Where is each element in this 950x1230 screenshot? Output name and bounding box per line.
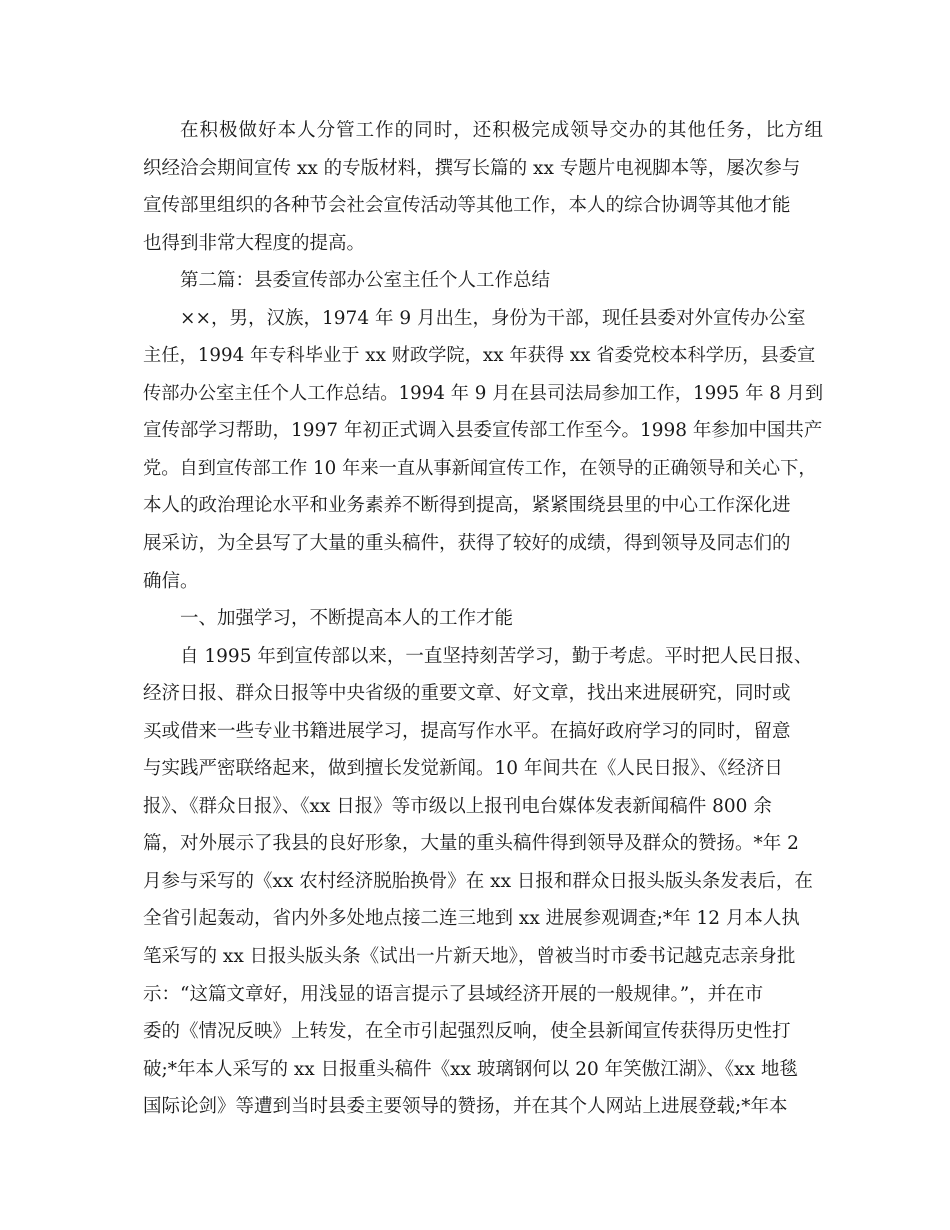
text-line: 报》、《群众日报》、《xx 日报》等市级以上报刊电台媒体发表新闻稿件 800 余: [143, 795, 772, 817]
text-line: 全省引起轰动，省内外多处地点接二连三地到 xx 进展参观调查;*年 12 月本人执: [143, 908, 800, 930]
text-line: 与实践严密联络起来，做到擅长发觉新闻。10 年间共在《人民日报》、《经济日: [143, 758, 783, 780]
text-line: 织经洽会期间宣传 xx 的专版材料，撰写长篇的 xx 专题片电视脚本等，屡次参与: [143, 157, 801, 179]
text-line: ××，男，汉族，1974 年 9 月出生，身份为干部，现任县委对外宣传办公室: [180, 307, 806, 329]
text-line: 委的《情况反映》上转发，在全市引起强烈反响，使全县新闻宣传获得历史性打: [143, 1021, 791, 1043]
text-line: 月参与采写的《xx 农村经济脱胎换骨》在 xx 日报和群众日报头版头条发表后，在: [143, 870, 813, 892]
text-line: 经济日报、群众日报等中央省级的重要文章、好文章，找出来进展研究，同时或: [143, 683, 791, 705]
text-line: 宣传部学习帮助，1997 年初正式调入县委宣传部工作至今。1998 年参加中国共产: [143, 420, 823, 442]
text-line: 国际论剑》等遭到当时县委主要领导的赞扬，并在其个人网站上进展登载;*年本: [143, 1096, 788, 1118]
document-page: [143, 112, 823, 1126]
text-line: 破;*年本人采写的 xx 日报重头稿件《xx 玻璃钢何以 20 年笑傲江湖》、《xx 地毯: [143, 1058, 798, 1080]
text-line: 展采访，为全县写了大量的重头稿件，获得了较好的成绩，得到领导及同志们的: [143, 533, 791, 555]
text-line: 宣传部里组织的各种节会社会宣传活动等其他工作，本人的综合协调等其他才能: [143, 195, 791, 217]
text-line: 第二篇：县委宣传部办公室主任个人工作总结: [180, 270, 551, 292]
text-line: 确信。: [143, 570, 199, 592]
text-line: 也得到非常大程度的提高。: [143, 232, 366, 254]
text-line: 篇，对外展示了我县的良好形象，大量的重头稿件得到领导及群众的赞扬。*年 2: [143, 833, 799, 855]
text-line: 传部办公室主任个人工作总结。1994 年 9 月在县司法局参加工作，1995 年 8 月到: [143, 382, 824, 404]
text-line: 笔采写的 xx 日报头版头条《试出一片新天地》，曾被当时市委书记越克志亲身批: [143, 946, 796, 968]
text-line: 在积极做好本人分管工作的同时，还积极完成领导交办的其他任务，比方组: [180, 120, 823, 141]
text-line: 主任，1994 年专科毕业于 xx 财政学院，xx 年获得 xx 省委党校本科学历，县委宣: [143, 345, 816, 367]
text-line: 自 1995 年到宣传部以来，一直坚持刻苦学习，勤于考虑。平时把人民日报、: [180, 645, 813, 667]
text-line: 买或借来一些专业书籍进展学习，提高写作水平。在搞好政府学习的同时，留意: [143, 720, 791, 742]
text-line: 一、加强学习，不断提高本人的工作才能: [180, 608, 514, 630]
text-line: 本人的政治理论水平和业务素养不断得到提高，紧紧围绕县里的中心工作深化进: [143, 495, 791, 517]
text-line: 示：“这篇文章好，用浅显的语言提示了县域经济开展的一般规律。”，并在市: [143, 983, 764, 1005]
text-line: 党。自到宣传部工作 10 年来一直从事新闻宣传工作，在领导的正确领导和关心下，: [143, 457, 817, 479]
